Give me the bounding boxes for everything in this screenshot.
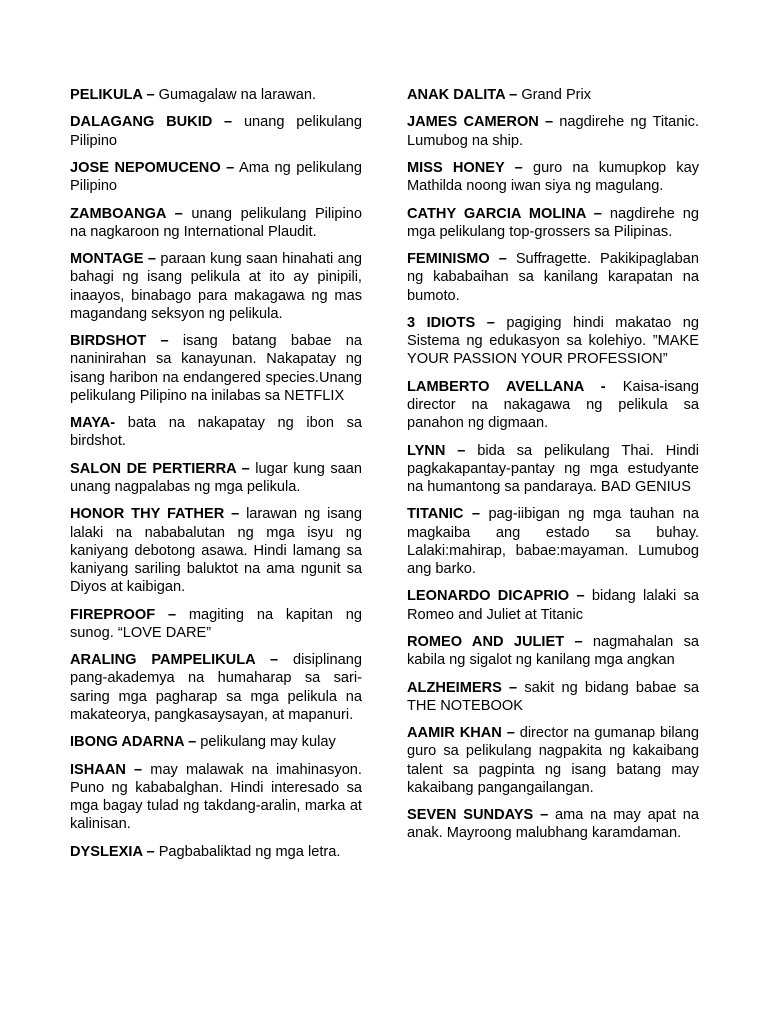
- glossary-entry-dyslexia: [70, 843, 362, 861]
- entry-term: TITANIC –: [407, 506, 481, 523]
- entry-term: HONOR THY FATHER –: [70, 506, 240, 523]
- glossary-entry-fireproof: [70, 606, 362, 642]
- glossary-entry-montage: [70, 250, 362, 323]
- entry-term: SEVEN SUNDAYS –: [407, 807, 549, 824]
- entry-term: JOSE NEPOMUCENO –: [70, 159, 235, 176]
- glossary-entry-titanic: [407, 505, 699, 578]
- entry-definition: may malawak na imahinasyon. Puno ng kababalghan. Hindi interesado sa mga bagay tulad ng takdang-aralin, marka at kalinisan.: [70, 761, 362, 833]
- glossary-entry-lamberto-avellana: [407, 378, 699, 433]
- entry-definition: ama na may apat na anak. Mayroong malubhang karamdaman.: [407, 807, 700, 842]
- entry-definition: director na gumanap bilang guro sa pelikulang nagpakita ng kakaibang talent sa pagpinta ng isang batang may kakaibang pangangailangan.: [407, 725, 699, 796]
- entry-definition: lugar kung saan unang nagpalabas ng mga pelikula.: [70, 460, 362, 495]
- entry-term: MISS HONEY –: [407, 159, 523, 176]
- entry-definition: Pagbabaliktad ng mga letra.: [158, 843, 341, 860]
- glossary-entry-anak-dalita: [407, 86, 699, 104]
- entry-term: PELIKULA –: [70, 87, 155, 103]
- glossary-entry-lynn: [407, 442, 699, 497]
- glossary-entry-feminismo: [407, 250, 699, 305]
- entry-definition: Grand Prix: [521, 87, 592, 103]
- glossary-entry-james-cameron: [407, 113, 699, 149]
- entry-term: JAMES CAMERON –: [407, 114, 554, 131]
- entry-term: LAMBERTO AVELLANA -: [407, 378, 606, 395]
- left-column: [70, 86, 362, 870]
- entry-definition: unang pelikulang Pilipino: [70, 114, 363, 149]
- entry-term: ISHAAN –: [70, 761, 143, 778]
- entry-definition: nagmahalan sa kabila ng sigalot ng kanilang mga angkan: [407, 633, 699, 669]
- glossary-entry-leonardo-dicaprio: [407, 587, 699, 623]
- entry-term: FIREPROOF –: [70, 606, 177, 623]
- entry-definition: guro na kumupkop kay Mathilda noong iwan siya ng magulang.: [407, 159, 699, 195]
- entry-definition: nagdirehe ng Titanic. Lumubog na ship.: [407, 114, 700, 149]
- right-column: [407, 86, 699, 852]
- entry-definition: pagiging hindi makatao ng Sistema ng edukasyon sa kolehiyo. ”MAKE YOUR PASSION YOUR PROFESSION”: [407, 314, 699, 368]
- entry-definition: paraan kung saan hinahati ang bahagi ng isang pelikula at ito ay pinipili, inaayos, binabago para makagawa ng mas magandang seksyon ng pelikula.: [70, 251, 362, 322]
- glossary-entry-ibong-adarna: [70, 733, 362, 751]
- glossary-entry-dalagang-bukid: [70, 113, 362, 149]
- glossary-entry-cathy-garcia-molina: [407, 205, 699, 241]
- glossary-entry-pelikula: [70, 86, 362, 104]
- entry-definition: magiting na kapitan ng sunog. “LOVE DARE”: [70, 606, 362, 641]
- glossary-entry-araling-pampelikula: [70, 651, 362, 724]
- entry-definition: sakit ng bidang babae sa THE NOTEBOOK: [407, 679, 700, 714]
- glossary-entry-seven-sundays: [407, 806, 699, 842]
- entry-definition: isang batang babae na naninirahan sa kanayunan. Nakapatay ng isang haribon na endangered species.Unang pelikulang Pilipino na inilabas sa NETFLIX: [70, 333, 362, 404]
- glossary-entry-maya: [70, 414, 362, 450]
- entry-term: IBONG ADARNA –: [70, 734, 197, 751]
- glossary-entry-miss-honey: [407, 159, 699, 195]
- glossary-entry-alzheimers: [407, 679, 699, 715]
- glossary-entry-birdshot: [70, 332, 362, 405]
- entry-definition: bida sa pelikulang Thai. Hindi pagkakapantay-pantay ng mga estudyante na humantong sa pandaraya. BAD GENIUS: [407, 442, 699, 495]
- glossary-entry-salon-de-pertierra: [70, 460, 362, 496]
- entry-definition: Gumagalaw na larawan.: [158, 87, 317, 103]
- entry-term: ZAMBOANGA –: [70, 205, 183, 222]
- entry-term: ALZHEIMERS –: [407, 679, 518, 696]
- entry-definition: bidang lalaki sa Romeo and Juliet at Titanic: [407, 588, 700, 623]
- entry-definition: larawan ng isang lalaki na nababalutan ng mga isyu ng kaniyang debotong asawa. Hindi lamang sa kaniyang sariling baluktot na ama ngunit sa Diyos at kaibigan.: [70, 506, 362, 596]
- entry-term: CATHY GARCIA MOLINA –: [407, 205, 602, 222]
- entry-definition: disiplinang pang-akademya na humaharap sa sari-saring mga pagharap sa mga pelikula na makateorya, pangkasaysayan, at mapanuri.: [70, 652, 362, 723]
- entry-term: ARALING PAMPELIKULA –: [70, 652, 279, 669]
- entry-term: BIRDSHOT –: [70, 333, 169, 350]
- entry-definition: bata na nakapatay ng ibon sa birdshot.: [70, 415, 362, 450]
- entry-term: AAMIR KHAN –: [407, 725, 515, 742]
- glossary-entry-honor-thy-father: [70, 505, 362, 596]
- entry-definition: pag-iibigan ng mga tauhan na magkaiba ang estado sa buhay. Lalaki:mahirap, babae:mayaman. Lumubog ang barko.: [407, 506, 699, 577]
- glossary-entry-romeo-and-juliet: [407, 633, 699, 669]
- entry-definition: Suffragette. Pakikipaglaban ng kababaihan sa kanilang karapatan na bumoto.: [407, 251, 699, 304]
- entry-term: ROMEO AND JULIET –: [407, 633, 583, 650]
- entry-term: FEMINISMO –: [407, 251, 507, 268]
- glossary-entry-zamboanga: [70, 205, 362, 241]
- entry-definition: nagdirehe ng mga pelikulang top-grossers sa Pilipinas.: [407, 205, 699, 240]
- entry-term: LYNN –: [407, 442, 466, 459]
- entry-term: DYSLEXIA –: [70, 843, 155, 860]
- entry-definition: unang pelikulang Pilipino na nagkaroon ng International Plaudit.: [70, 205, 363, 240]
- glossary-entry-ishaan: [70, 761, 362, 834]
- entry-term: MAYA-: [70, 415, 116, 432]
- glossary-entry-jose-nepomuceno: [70, 159, 362, 195]
- glossary-entry-aamir-khan: [407, 724, 699, 797]
- entry-definition: Kaisa-isang director na nakagawa ng pelikula sa panahon ng digmaan.: [407, 378, 699, 432]
- entry-term: MONTAGE –: [70, 251, 156, 268]
- glossary-entry-3-idiots: [407, 314, 699, 369]
- entry-term: ANAK DALITA –: [407, 87, 518, 103]
- entry-term: DALAGANG BUKID –: [70, 114, 233, 131]
- entry-term: 3 IDIOTS –: [407, 314, 495, 331]
- entry-definition: pelikulang may kulay: [200, 734, 336, 751]
- entry-term: LEONARDO DICAPRIO –: [407, 588, 585, 605]
- entry-definition: Ama ng pelikulang Pilipino: [70, 159, 362, 195]
- entry-term: SALON DE PERTIERRA –: [70, 460, 250, 477]
